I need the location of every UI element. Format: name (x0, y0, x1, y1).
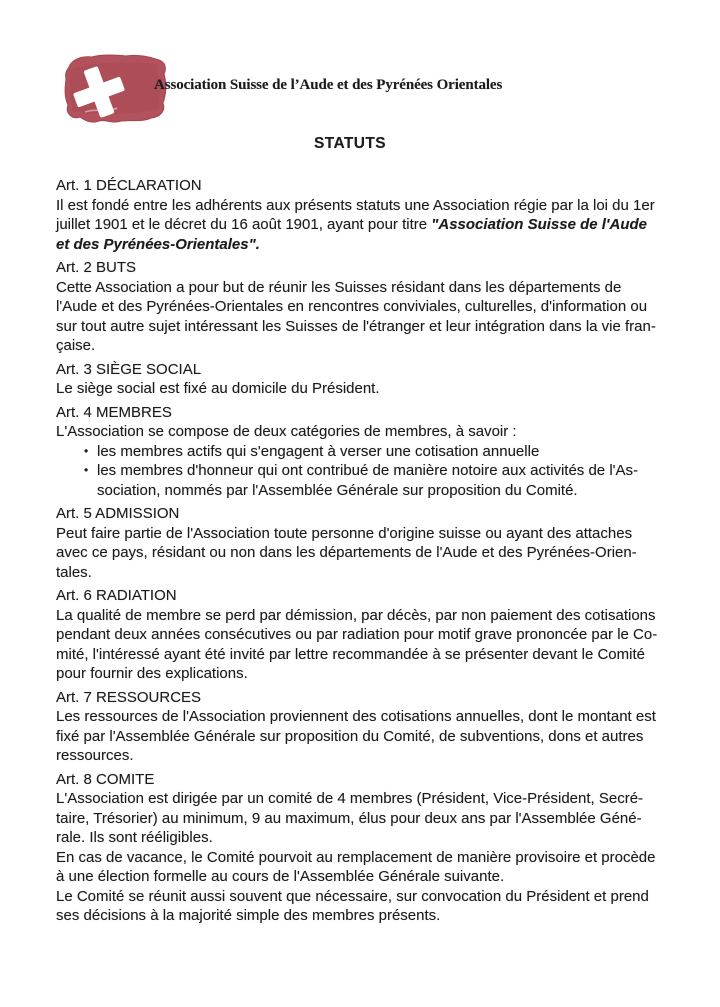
article-heading: Art. 7 RESSOURCES (56, 688, 202, 706)
bullet-icon: • (84, 443, 89, 458)
body-text: ressources. (56, 747, 134, 764)
paragraph-line (56, 809, 670, 829)
body-text: L'Association est dirigée par un comité de 4 membres (Président, Vice-Président, Secré- (56, 790, 644, 807)
paragraph-line (56, 848, 670, 868)
list-item (56, 461, 670, 500)
article-section (56, 688, 670, 766)
paragraph-line (56, 235, 670, 255)
body-text: ses décisions à la majorité simple des membres présents. (56, 907, 441, 924)
article-section (56, 504, 670, 582)
paragraph-line (56, 645, 670, 665)
paragraph-line (56, 278, 670, 298)
body-text: rale. Ils sont rééligibles. (56, 829, 213, 846)
bullet-icon: • (84, 463, 89, 477)
paragraph-line (56, 336, 670, 356)
paragraph-line (56, 789, 670, 809)
body-text: çaise. (56, 337, 96, 354)
paragraph-line (56, 867, 670, 887)
body-text: taire, Trésorier) au minimum, 9 au maximum, élus pour deux ans par l'Assemblée Géné- (56, 809, 642, 827)
body-text: En cas de vacance, le Comité pourvoit au remplacement de manière provisoire et procède (56, 848, 656, 866)
paragraph-line (56, 746, 670, 766)
paragraph-line (56, 727, 670, 747)
article-section (56, 586, 670, 684)
body-text: Le siège social est fixé au domicile du Président. (56, 380, 380, 397)
organization-title: Association Suisse de l’Aude et des Pyrénées Orientales (154, 77, 503, 93)
emphasized-text: et des Pyrénées-Orientales". (56, 235, 260, 253)
paragraph-line (56, 196, 670, 216)
body-text: Peut faire partie de l'Association toute personne d'origine suisse ou ayant des attaches (56, 524, 633, 542)
paragraph-line (56, 524, 670, 544)
paragraph-line (56, 906, 670, 926)
list-item-line: les membres actifs qui s'engagent à verser une cotisation annuelle (97, 442, 540, 460)
article-section (56, 770, 670, 926)
paragraph-line (56, 317, 670, 337)
body-text: pour fournir des explications. (56, 665, 248, 682)
paragraph-line (56, 625, 670, 645)
body-text: avec ce pays, résidant ou non dans les départements de l'Aude et des Pyrénées-Orien- (56, 544, 637, 561)
body-text: Cette Association a pour but de réunir les Suisses résidant dans les départements de (56, 278, 622, 296)
article-heading: Art. 1 DÉCLARATION (56, 177, 202, 194)
article-heading: Art. 2 BUTS (56, 259, 137, 276)
list-item (56, 442, 670, 462)
paragraph-line (56, 297, 670, 317)
body-text: L'Association se compose de deux catégories de membres, à savoir : (56, 423, 517, 440)
paragraph-line (56, 887, 670, 907)
body-text: tales. (56, 563, 92, 581)
paragraph-line (56, 379, 670, 399)
body-text: fixé par l'Assemblée Générale sur proposition du Comité, de subventions, dons et autres (56, 727, 644, 745)
paragraph-line (56, 828, 670, 848)
paragraph-line (56, 606, 670, 626)
body-text: sur tout autre sujet intéressant les Suisses de l'étranger et leur intégration dans la vie fran- (56, 317, 656, 335)
article-heading: Art. 4 MEMBRES (56, 403, 172, 421)
article-heading: Art. 3 SIÈGE SOCIAL (56, 360, 202, 378)
article-section (56, 403, 670, 501)
body-text: juillet 1901 et le décret du 16 août 1901, ayant pour titre (56, 216, 432, 233)
articles-container (56, 176, 670, 926)
body-text: pendant deux années consécutives ou par radiation pour motif grave prononcée par le Co- (56, 626, 658, 643)
body-text: l'Aude et des Pyrénées-Orientales en rencontres conviviales, culturelles, d'information ou (56, 298, 648, 315)
stray-pen-mark (458, 321, 466, 331)
article-section (56, 258, 670, 356)
paragraph-line (56, 422, 670, 442)
emphasized-text: "Association Suisse de l'Aude (431, 216, 648, 233)
body-text: Les ressources de l'Association proviennent des cotisations annuelles, dont le montant est (56, 708, 656, 725)
body-text: Le Comité se réunit aussi souvent que nécessaire, sur convocation du Président et prend (56, 887, 649, 905)
list-item-line: les membres d'honneur qui ont contribué de manière notoire aux activités de l'As- (97, 462, 639, 479)
article-heading: Art. 6 RADIATION (56, 587, 177, 604)
list-item-text (97, 442, 670, 462)
article-section (56, 176, 670, 254)
article-section (56, 360, 670, 399)
article-heading: Art. 8 COMITE (56, 770, 155, 788)
paragraph-line (56, 543, 670, 563)
list-item-line: sociation, nommés par l'Assemblée Générale sur proposition du Comité. (97, 481, 578, 499)
paragraph-line (56, 707, 670, 727)
paragraph-line (56, 215, 670, 235)
article-heading: Art. 5 ADMISSION (56, 505, 180, 522)
body-text: Il est fondé entre les adhérents aux présents statuts une Association régie par la loi du 1er (56, 196, 655, 214)
body-text: mité, l'intéressé ayant été invité par lettre recommandée à se présenter devant le Comité (56, 645, 645, 663)
document-title: STATUTS (314, 135, 386, 152)
list-item-text (97, 461, 670, 500)
paragraph-line (56, 563, 670, 583)
paragraph-line (56, 664, 670, 684)
body-text: La qualité de membre se perd par démission, par décès, par non paiement des cotisations (56, 606, 656, 624)
body-text: à une élection formelle au cours de l'Assemblée Générale suivante. (56, 868, 505, 885)
